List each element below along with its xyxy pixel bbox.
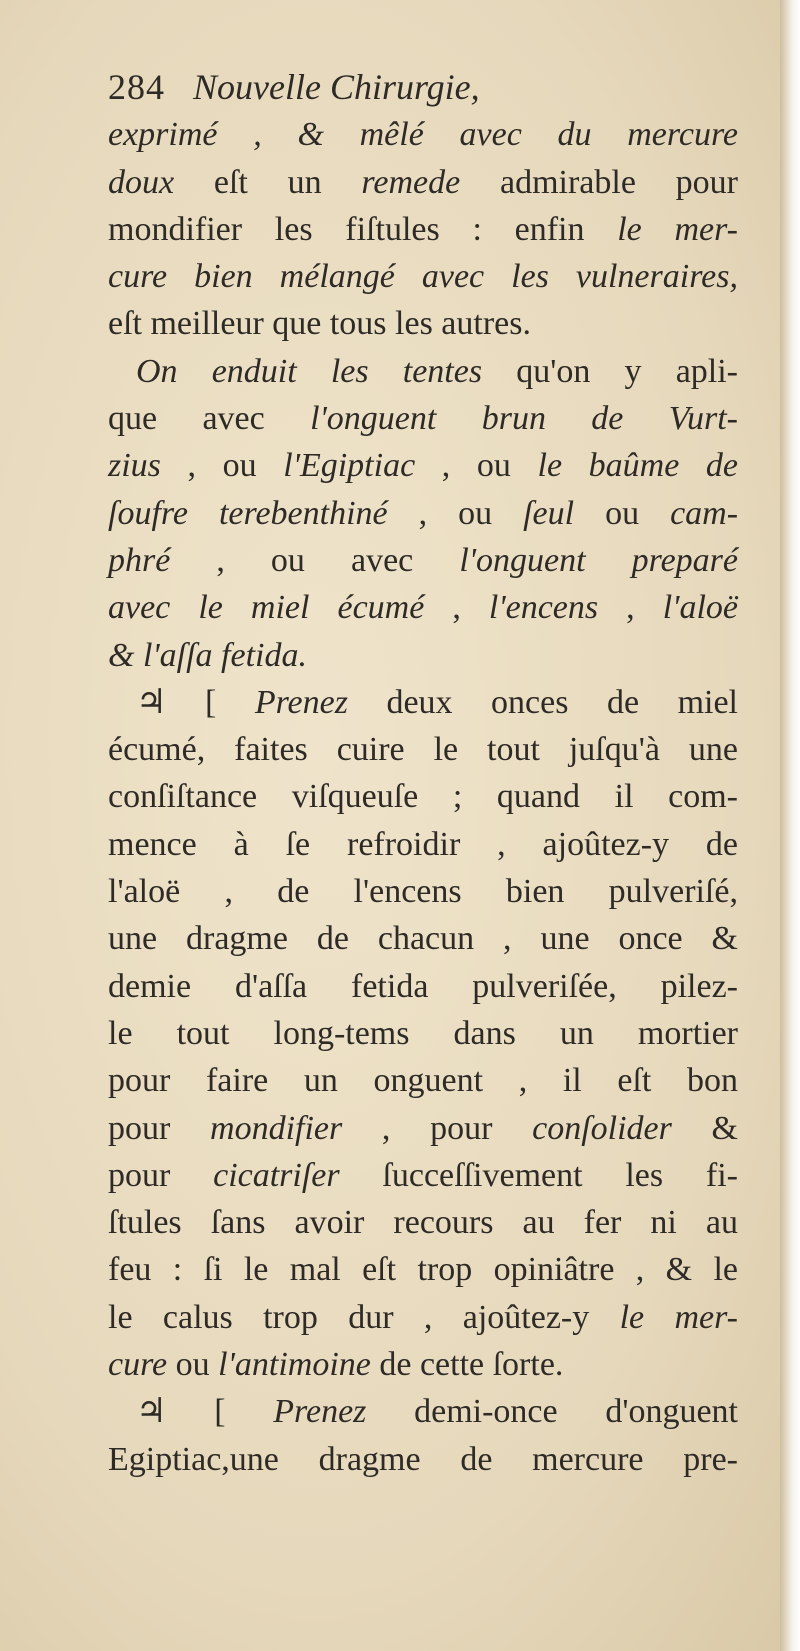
text-line bbox=[108, 537, 738, 584]
italic-segment: le baûme de bbox=[537, 447, 738, 485]
italic-segment: Prenez bbox=[273, 1393, 367, 1431]
text-line bbox=[108, 490, 738, 537]
text-segment: , bbox=[424, 589, 489, 627]
text-segment: que avec bbox=[108, 400, 311, 438]
text-segment: écumé, faites cuire le tout juſqu'à une bbox=[108, 731, 738, 769]
text-segment: ♃ [ bbox=[136, 683, 255, 721]
text-line bbox=[108, 111, 738, 158]
text-segment: le calus trop dur , ajoûtez-y bbox=[108, 1298, 620, 1336]
text-segment: & bbox=[671, 1109, 739, 1147]
italic-segment: cicatriſer bbox=[213, 1156, 340, 1194]
italic-segment: exprimé , & mêlé avec du mercure bbox=[108, 116, 738, 154]
text-line bbox=[108, 726, 738, 773]
text-line bbox=[108, 253, 738, 300]
text-line bbox=[108, 1010, 738, 1057]
italic-segment: doux bbox=[108, 163, 175, 201]
text-line bbox=[108, 1436, 738, 1483]
text-line bbox=[108, 1057, 738, 1104]
italic-segment: l'onguent preparé bbox=[459, 541, 739, 579]
text-line bbox=[108, 159, 738, 206]
text-segment: le tout long-tems dans un mortier bbox=[108, 1014, 738, 1052]
text-segment: , ou bbox=[160, 447, 284, 485]
text-segment: une dragme de chacun , une once & bbox=[108, 920, 738, 958]
text-line bbox=[108, 821, 738, 868]
italic-segment: conſolider bbox=[532, 1109, 672, 1147]
text-segment: ou bbox=[574, 494, 671, 532]
italic-segment: l'onguent brun de Vurt- bbox=[310, 400, 738, 438]
running-title: Nouvelle Chirurgie, bbox=[193, 67, 480, 107]
text-segment: pour bbox=[108, 1156, 214, 1194]
text-segment: ♃ [ bbox=[136, 1393, 274, 1431]
text-segment: , pour bbox=[342, 1109, 533, 1147]
text-segment: demie d'aſſa fetida pulveriſée, pilez- bbox=[108, 967, 738, 1005]
text-line bbox=[108, 395, 738, 442]
text-segment: ou bbox=[167, 1346, 219, 1384]
page-edge bbox=[780, 0, 800, 1651]
text-segment: ſtules ſans avoir recours au fer ni au bbox=[108, 1204, 738, 1242]
italic-segment: le mer- bbox=[619, 1298, 738, 1336]
text-line bbox=[108, 679, 738, 726]
text-line bbox=[108, 1199, 738, 1246]
italic-segment: phré bbox=[108, 541, 171, 579]
italic-segment: & l'aſſa fetida. bbox=[108, 636, 307, 674]
italic-segment: ſoufre terebenthiné bbox=[108, 494, 388, 532]
page-text bbox=[108, 64, 738, 1483]
text-segment: eſt meilleur que tous les autres. bbox=[108, 305, 531, 343]
text-line bbox=[108, 1105, 738, 1152]
text-line bbox=[108, 632, 738, 679]
text-line bbox=[108, 773, 738, 820]
italic-segment: cure bien mélangé avec les vulneraires, bbox=[108, 258, 738, 296]
text-segment: qu'on y apli- bbox=[482, 352, 738, 390]
text-segment: demi-once d'onguent bbox=[366, 1393, 738, 1431]
text-line bbox=[108, 300, 738, 347]
text-line bbox=[108, 915, 738, 962]
page-number: 284 bbox=[108, 67, 165, 107]
italic-segment: cure bbox=[108, 1346, 168, 1384]
text-line bbox=[108, 442, 738, 489]
text-line bbox=[108, 1152, 738, 1199]
text-line bbox=[108, 584, 738, 631]
text-line bbox=[108, 1246, 738, 1293]
text-line bbox=[108, 348, 738, 395]
italic-segment: cam- bbox=[670, 494, 739, 532]
text-segment: Egiptiac,une dragme de mercure pre- bbox=[108, 1440, 738, 1478]
text-segment: , ou bbox=[415, 447, 538, 485]
text-line bbox=[108, 963, 738, 1010]
text-segment: , bbox=[598, 589, 663, 627]
text-segment: feu : ſi le mal eſt trop opiniâtre , & le bbox=[108, 1251, 738, 1289]
italic-segment: le mer- bbox=[617, 210, 738, 248]
italic-segment: On enduit les tentes bbox=[136, 352, 483, 390]
italic-segment: avec le miel écumé bbox=[108, 589, 425, 627]
text-segment: , ou bbox=[387, 494, 524, 532]
text-segment: mondifier les fiſtules : enfin bbox=[108, 210, 618, 248]
italic-segment: mondifier bbox=[210, 1109, 343, 1147]
text-line bbox=[108, 1294, 738, 1341]
italic-segment: remede bbox=[361, 163, 461, 201]
italic-segment: zius bbox=[108, 447, 161, 485]
italic-segment: l'Egiptiac bbox=[283, 447, 416, 485]
running-head bbox=[108, 64, 738, 111]
text-segment: pour faire un onguent , il eſt bon bbox=[108, 1062, 738, 1100]
text-segment: de cette ſorte. bbox=[370, 1346, 564, 1384]
text-line bbox=[108, 1388, 738, 1435]
text-segment: deux onces de miel bbox=[347, 683, 738, 721]
body-text bbox=[108, 111, 738, 1483]
italic-segment: l'aloë bbox=[662, 589, 738, 627]
text-line bbox=[108, 206, 738, 253]
italic-segment: l'encens bbox=[488, 589, 599, 627]
italic-segment: l'antimoine bbox=[218, 1346, 371, 1384]
italic-segment: Prenez bbox=[254, 683, 348, 721]
text-segment: eſt un bbox=[174, 163, 362, 201]
text-segment: ſucceſſivement les fi- bbox=[339, 1156, 738, 1194]
italic-segment: ſeul bbox=[523, 494, 575, 532]
text-segment: conſiſtance viſqueuſe ; quand il com- bbox=[108, 778, 738, 816]
text-segment: admirable pour bbox=[460, 163, 739, 201]
text-segment: , ou avec bbox=[170, 541, 460, 579]
text-segment: l'aloë , de l'encens bien pulveriſé, bbox=[108, 873, 738, 911]
text-segment: pour bbox=[108, 1109, 211, 1147]
text-segment: mence à ſe refroidir , ajoûtez-y de bbox=[108, 825, 738, 863]
text-line bbox=[108, 868, 738, 915]
text-line bbox=[108, 1341, 738, 1388]
